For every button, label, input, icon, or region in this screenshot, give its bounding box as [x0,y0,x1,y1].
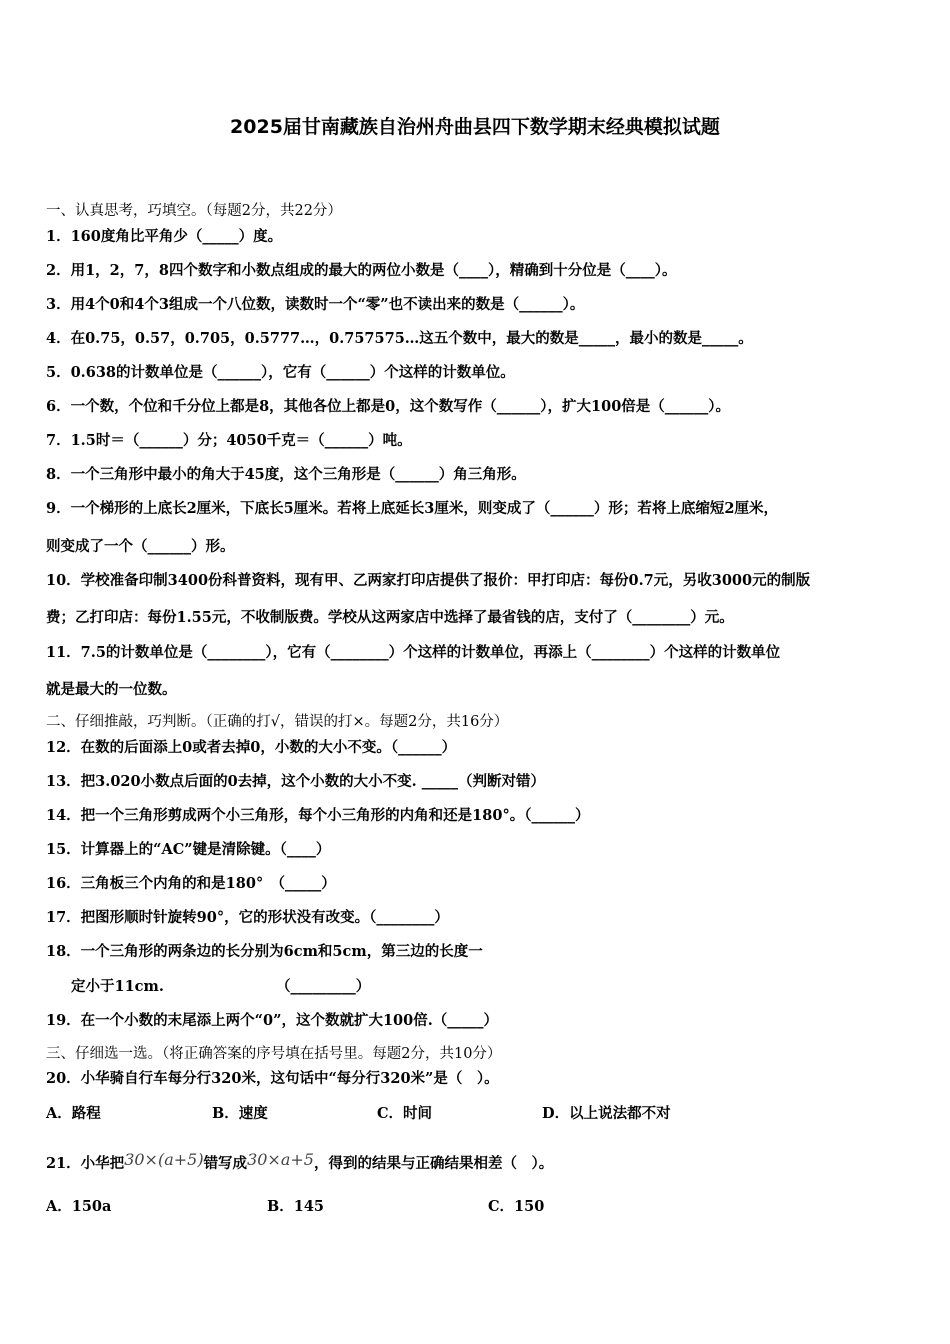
question-17: 17．把图形顺时针旋转90°，它的形状没有改变。（________） [46,909,449,926]
question-21 [46,1150,553,1174]
question-8: 8．一个三角形中最小的角大于45度，这个三角形是（______）角三角形。 [46,466,526,483]
question-12: 12．在数的后面添上0或者去掉0，小数的大小不变。（______） [46,739,457,756]
question-11-line-2: 就是最大的一位数。 [46,681,177,698]
question-4: 4．在0.75，0.57，0.705，0.5777…，0.757575…这五个数中，最大的数是_____，最小的数是_____。 [46,330,753,347]
question-21-option-b: B．145 [267,1198,325,1215]
question-20-option-c: C．时间 [377,1105,433,1122]
question-1: 1．160度角比平角少（_____）度。 [46,228,283,245]
question-2: 2．用1，2，7，8四个数字和小数点组成的最大的两位小数是（____），精确到十分位是（____）。 [46,262,677,279]
question-21-formula-correct: 30×(a+5) [124,1150,204,1169]
question-18-line-1: 18．一个三角形的两条边的长分别为6cm和5cm，第三边的长度一 [46,943,483,960]
question-21-prefix: 21．小华把 [46,1155,125,1172]
question-16: 16．三角板三个内角的和是180° （_____） [46,875,336,892]
page-title: 2025届甘南藏族自治州舟曲县四下数学期末经典模拟试题 [230,116,720,138]
question-21-option-a: A．150a [46,1198,112,1215]
question-10-line-2: 费；乙打印店：每份1.55元，不收制版费。学校从这两家店中选择了最省钱的店，支付了（________）元。 [46,609,734,626]
question-13: 13．把3.020小数点后面的0去掉，这个小数的大小不变. _____（判断对错） [46,773,546,790]
question-20-option-b: B．速度 [212,1105,268,1122]
question-21-suffix: ，得到的结果与正确结果相差（ ）。 [313,1155,554,1172]
question-18-blank: （_________） [276,978,371,995]
question-7: 7．1.5时＝（______）分；4050千克＝（______）吨。 [46,432,412,449]
question-19: 19．在一个小数的末尾添上两个“0”，这个数就扩大100倍.（_____） [46,1012,499,1029]
question-5: 5．0.638的计数单位是（______），它有（______）个这样的计数单位。 [46,364,515,381]
section-2-heading: 二、仔细推敲，巧判断。（正确的打√，错误的打×。每题2分，共16分） [46,714,509,730]
question-21-formula-wrong: 30×a+5 [247,1150,314,1169]
question-20-option-d: D．以上说法都不对 [542,1105,671,1122]
question-9-line-1: 9．一个梯形的上底长2厘米，下底长5厘米。若将上底延长3厘米，则变成了（______）形；若将上底缩短2厘米， [46,500,778,517]
question-10-line-1: 10．学校准备印制3400份科普资料，现有甲、乙两家打印店提供了报价：甲打印店：每份0.7元，另收3000元的制版 [46,572,811,589]
question-20-option-a: A．路程 [46,1105,101,1122]
question-14: 14．把一个三角形剪成两个小三角形，每个小三角形的内角和还是180°。（______） [46,807,590,824]
question-21-option-c: C．150 [488,1198,545,1215]
question-3: 3．用4个0和4个3组成一个八位数，读数时一个“零”也不读出来的数是（______）。 [46,296,585,313]
question-11-line-1: 11．7.5的计数单位是（________），它有（________）个这样的计数单位，再添上（________）个这样的计数单位 [46,644,781,661]
section-3-heading: 三、仔细选一选。（将正确答案的序号填在括号里。每题2分，共10分） [46,1046,502,1062]
question-20: 20．小华骑自行车每分行320米，这句话中“每分行320米”是（ ）。 [46,1070,499,1087]
section-1-heading: 一、认真思考，巧填空。（每题2分，共22分） [46,203,342,219]
question-18-line-2: 定小于11cm. [71,978,164,995]
question-15: 15．计算器上的“AC”键是清除键。（____） [46,841,331,858]
question-21-middle: 错写成 [203,1155,248,1172]
question-6: 6．一个数，个位和千分位上都是8，其他各位上都是0，这个数写作（______），扩大100倍是（______）。 [46,398,731,415]
question-9-line-2: 则变成了一个（______）形。 [46,538,235,555]
